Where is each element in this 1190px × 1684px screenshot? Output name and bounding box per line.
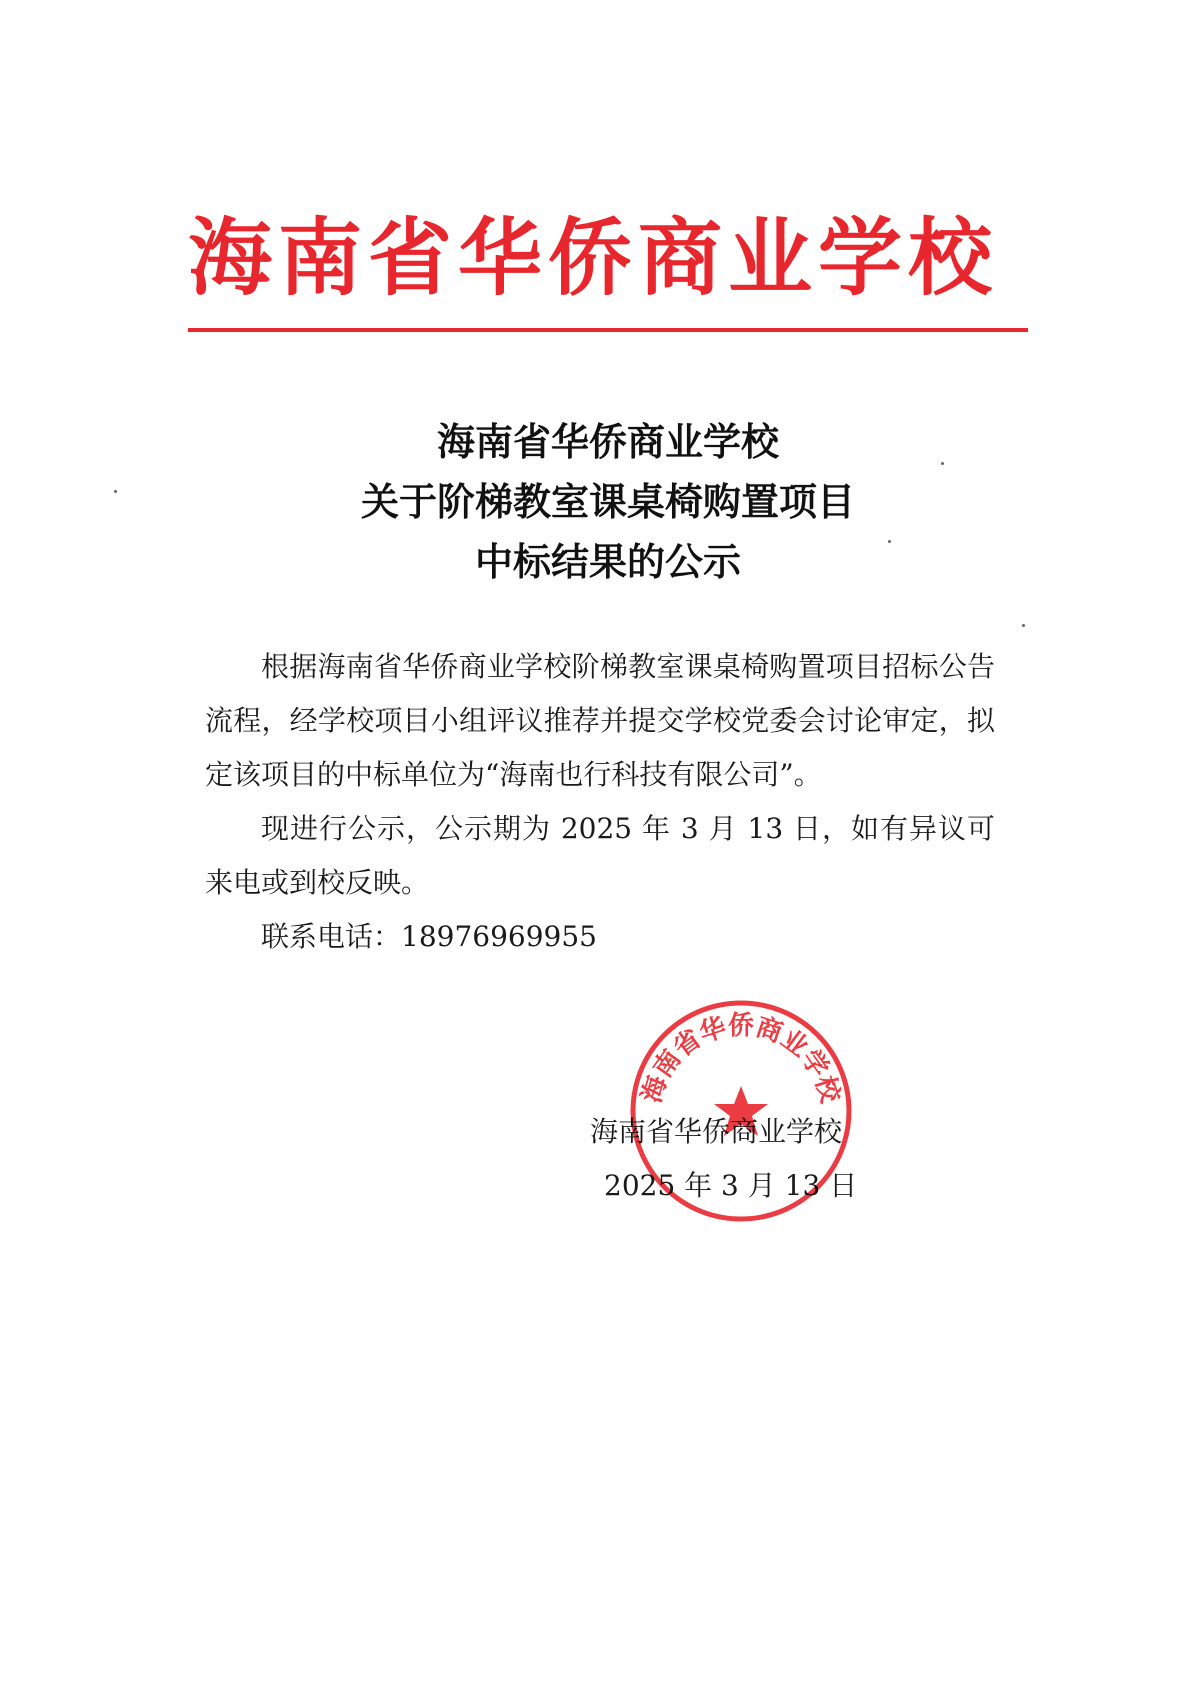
scan-speck	[941, 462, 944, 465]
title-line-2: 关于阶梯教室课桌椅购置项目	[360, 479, 855, 524]
signature-organization: 海南省华侨商业学校	[590, 1115, 843, 1148]
contact-line: 联系电话：18976969955	[261, 920, 597, 953]
body-paragraph-1: 根据海南省华侨商业学校阶梯教室课桌椅购置项目招标公告流程，经学校项目小组评议推荐并提交学校党委会讨论审定，拟定该项目的中标单位为“海南也行科技有限公司”。	[205, 650, 995, 791]
title-line-3: 中标结果的公示	[474, 539, 741, 584]
title-line-1: 海南省华侨商业学校	[436, 419, 779, 464]
seal-text: 海南省华侨商业学校	[636, 1011, 846, 1107]
notice-title	[188, 412, 1028, 592]
body-paragraph-2: 现进行公示，公示期为 2025 年 3 月 13 日，如有异议可来电或到校反映。	[205, 812, 995, 899]
star-icon	[714, 1086, 768, 1136]
notice-body	[205, 640, 995, 964]
scan-speck	[1022, 624, 1025, 627]
official-seal-stamp	[628, 998, 854, 1224]
letterhead-title: 海南省华侨商业学校	[188, 208, 999, 307]
letterhead-divider	[188, 328, 1028, 332]
scan-speck	[888, 540, 891, 543]
scan-speck	[114, 490, 117, 493]
signature-date: 2025 年 3 月 13 日	[604, 1169, 858, 1202]
